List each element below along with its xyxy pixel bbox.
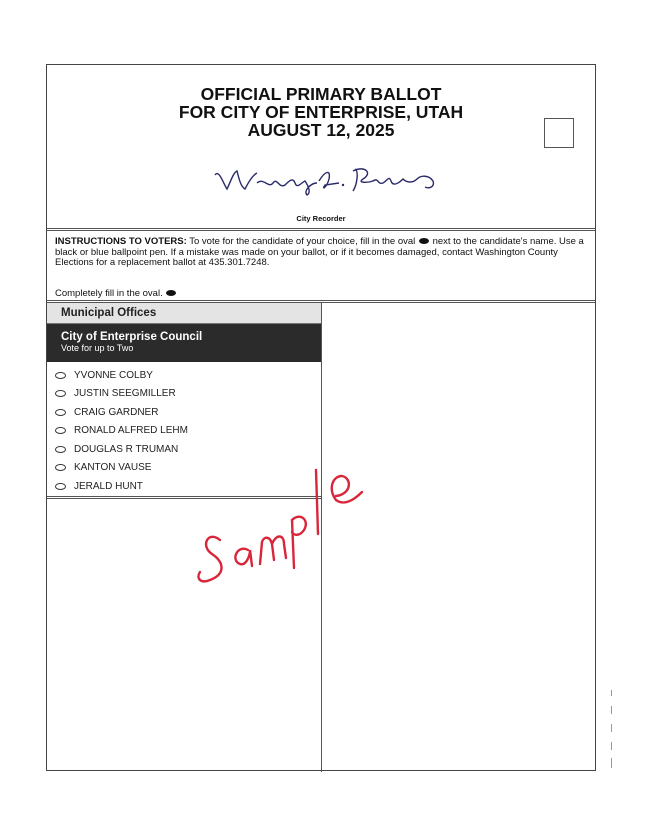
instructions-text-2: next to the candidate's name. Use a black or blue ballpoint pen. If a mistake was made on your ballot, or if it becomes damaged, contact Washington County Elections for a replacement ballot at 435.301.7248. — [55, 236, 584, 268]
fill-instruction — [55, 289, 177, 300]
candidate-name: CRAIG GARDNER — [74, 406, 159, 418]
scan-edge-mark — [611, 690, 612, 696]
section-header: Municipal Offices — [47, 303, 321, 324]
empty-oval-icon[interactable] — [55, 464, 66, 471]
instructions-heading: INSTRUCTIONS TO VOTERS: — [55, 236, 187, 247]
ballot-title — [47, 85, 595, 139]
candidate-option[interactable] — [47, 385, 321, 404]
candidate-name: JERALD HUNT — [74, 480, 143, 492]
race-title: City of Enterprise Council — [61, 331, 203, 343]
empty-oval-icon[interactable] — [55, 372, 66, 379]
recorder-label: City Recorder — [296, 214, 346, 223]
empty-oval-icon[interactable] — [55, 483, 66, 490]
recorder-signature — [207, 161, 447, 197]
candidate-option[interactable] — [47, 403, 321, 422]
sample-stamp — [190, 450, 400, 600]
ballot-title-line-3: AUGUST 12, 2025 — [247, 120, 395, 140]
candidate-name: RONALD ALFRED LEHM — [74, 425, 188, 437]
scan-edge-mark — [611, 724, 612, 732]
candidate-option[interactable] — [47, 366, 321, 385]
candidate-option[interactable] — [47, 422, 321, 441]
candidate-name: KANTON VAUSE — [74, 462, 152, 474]
fill-instruction-text: Completely fill in the oval. — [55, 288, 163, 299]
ballot-header — [47, 65, 595, 231]
ballot — [46, 64, 596, 771]
scan-edge-mark — [611, 706, 612, 714]
candidate-name: YVONNE COLBY — [74, 369, 153, 381]
filled-oval-icon — [419, 238, 429, 244]
empty-oval-icon[interactable] — [55, 390, 66, 397]
ballot-corner-box — [544, 118, 574, 148]
ballot-title-line-2: FOR CITY OF ENTERPRISE, UTAH — [178, 102, 464, 122]
empty-oval-icon[interactable] — [55, 427, 66, 434]
candidate-name: JUSTIN SEEGMILLER — [74, 388, 176, 400]
empty-oval-icon[interactable] — [55, 409, 66, 416]
race-header — [47, 324, 321, 362]
candidate-name: DOUGLAS R TRUMAN — [74, 443, 179, 455]
voter-instructions — [47, 231, 595, 303]
filled-oval-icon — [166, 290, 176, 296]
instructions-text-1: To vote for the candidate of your choice, fill in the oval — [189, 236, 416, 247]
race-vote-instruction: Vote for up to Two — [61, 343, 134, 353]
scan-edge-mark — [611, 758, 612, 768]
ballot-title-line-1: OFFICIAL PRIMARY BALLOT — [200, 84, 442, 104]
scan-edge-mark — [611, 742, 612, 750]
empty-oval-icon[interactable] — [55, 446, 66, 453]
